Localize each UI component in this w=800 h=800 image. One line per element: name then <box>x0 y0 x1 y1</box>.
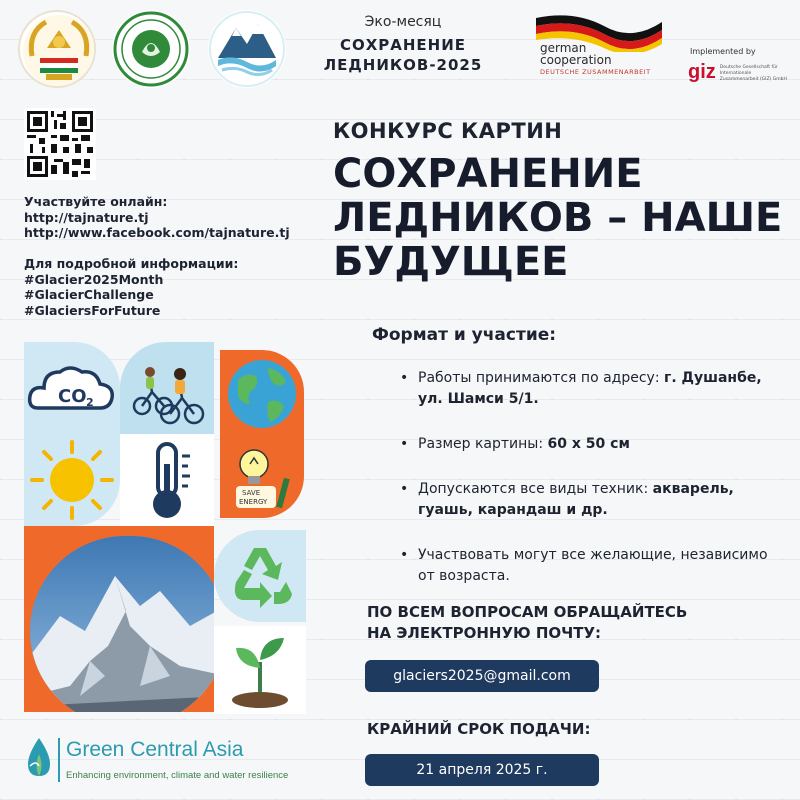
sun-icon <box>24 434 120 526</box>
hashtag-3: #GlaciersForFuture <box>24 302 161 318</box>
rule-size-value: 60 x 50 см <box>547 436 630 452</box>
thermometer-icon <box>120 434 214 526</box>
rule-address <box>400 368 785 410</box>
event-label: Эко-месяц <box>364 14 442 30</box>
co2-cloud-icon <box>24 342 120 434</box>
hashtag-1: #Glacier2025Month <box>24 271 164 287</box>
water-drop-logo-icon <box>24 736 54 780</box>
rule-size-text: Размер картины: <box>418 436 548 452</box>
thermometer-tile <box>120 434 214 526</box>
rule-eligibility-text: Участвовать могут все желающие, независимо от возраста. <box>418 547 768 584</box>
contact-heading <box>367 602 687 644</box>
energy-text: ENERGY <box>239 498 268 506</box>
email-button[interactable]: glaciers2025@gmail.com <box>365 660 599 692</box>
sun-tile <box>24 434 120 526</box>
committee-emblem-icon <box>112 10 190 88</box>
deadline-heading: КРАЙНИЙ СРОК ПОДАЧИ: <box>367 720 591 738</box>
event-header <box>318 14 488 75</box>
rule-techniques-text: Допускаются все виды техник: <box>418 481 653 497</box>
gc-line2: cooperation <box>540 53 612 67</box>
cyclists-icon <box>120 342 214 434</box>
hashtag-2: #GlacierChallenge <box>24 287 154 302</box>
rule-techniques-value: акварель, гуашь, карандаш и др. <box>418 481 734 518</box>
mountain-photo <box>24 526 214 712</box>
qr-code-icon[interactable] <box>24 108 96 180</box>
participate-label: Участвуйте онлайн: <box>24 194 168 209</box>
rules-list <box>400 368 785 609</box>
gc-line1: german <box>540 41 587 55</box>
rule-techniques <box>400 479 785 521</box>
main-title-line1: СОХРАНЕНИЕ <box>333 151 643 197</box>
rule-eligibility <box>400 545 785 587</box>
main-title-line2: ЛЕДНИКОВ – НАШЕ <box>333 195 783 241</box>
site-link[interactable]: http://tajnature.tj <box>24 209 149 225</box>
recycle-icon <box>214 530 306 622</box>
seedling-tile <box>214 626 306 714</box>
rule-size <box>400 434 785 455</box>
rule-address-value: г. Душанбе, ул. Шамси 5/1. <box>418 370 762 407</box>
org-tagline: Enhancing environment, climate and water resilience <box>66 770 289 781</box>
contact-heading-line1: ПО ВСЕМ ВОПРОСАМ ОБРАЩАЙТЕСЬ <box>367 603 688 621</box>
event-title-line2: ЛЕДНИКОВ-2025 <box>323 56 483 74</box>
gc-line3: DEUTSCHE ZUSAMMENARBEIT <box>540 68 651 76</box>
cyclists-tile <box>120 342 214 434</box>
save-text: SAVE <box>242 489 261 497</box>
german-cooperation-logo <box>540 42 670 78</box>
mountain-water-logo-icon <box>208 10 286 88</box>
event-title-line1: СОХРАНЕНИЕ <box>339 36 467 54</box>
co2-tile <box>24 342 120 434</box>
deadline-badge: 21 апреля 2025 г. <box>365 754 599 786</box>
lightbulb-save-energy-icon <box>220 438 304 518</box>
implemented-by-label: Implemented by <box>690 47 756 56</box>
globe-icon <box>220 350 304 438</box>
main-title <box>333 152 783 284</box>
giz-wordmark: giz <box>688 61 716 83</box>
info-label: Для подробной информации: <box>24 256 239 271</box>
recycle-tile <box>214 530 306 622</box>
contact-heading-line2: НА ЭЛЕКТРОННУЮ ПОЧТУ: <box>367 624 602 642</box>
globe-tile <box>220 350 304 438</box>
rule-address-text: Работы принимаются по адресу: <box>418 370 664 386</box>
footer-divider <box>58 738 60 782</box>
giz-fine-print: Deutsche Gesellschaft für Internationale Zusammenarbeit (GIZ) GmbH <box>719 65 787 82</box>
info-block <box>24 256 238 318</box>
facebook-link[interactable]: http://www.facebook.com/tajnature.tj <box>24 225 290 240</box>
main-title-line3: БУДУЩЕЕ <box>333 239 569 285</box>
participate-block <box>24 194 290 241</box>
co2-text: CO <box>58 386 87 407</box>
format-heading: Формат и участие: <box>372 325 557 345</box>
save-energy-tile <box>220 438 304 518</box>
org-name: Green Central Asia <box>66 738 244 761</box>
giz-logo <box>688 62 788 83</box>
seedling-icon <box>214 626 306 714</box>
contest-label: КОНКУРС КАРТИН <box>333 119 563 143</box>
tajikistan-emblem-icon <box>18 10 96 88</box>
co2-subscript: 2 <box>86 396 94 409</box>
